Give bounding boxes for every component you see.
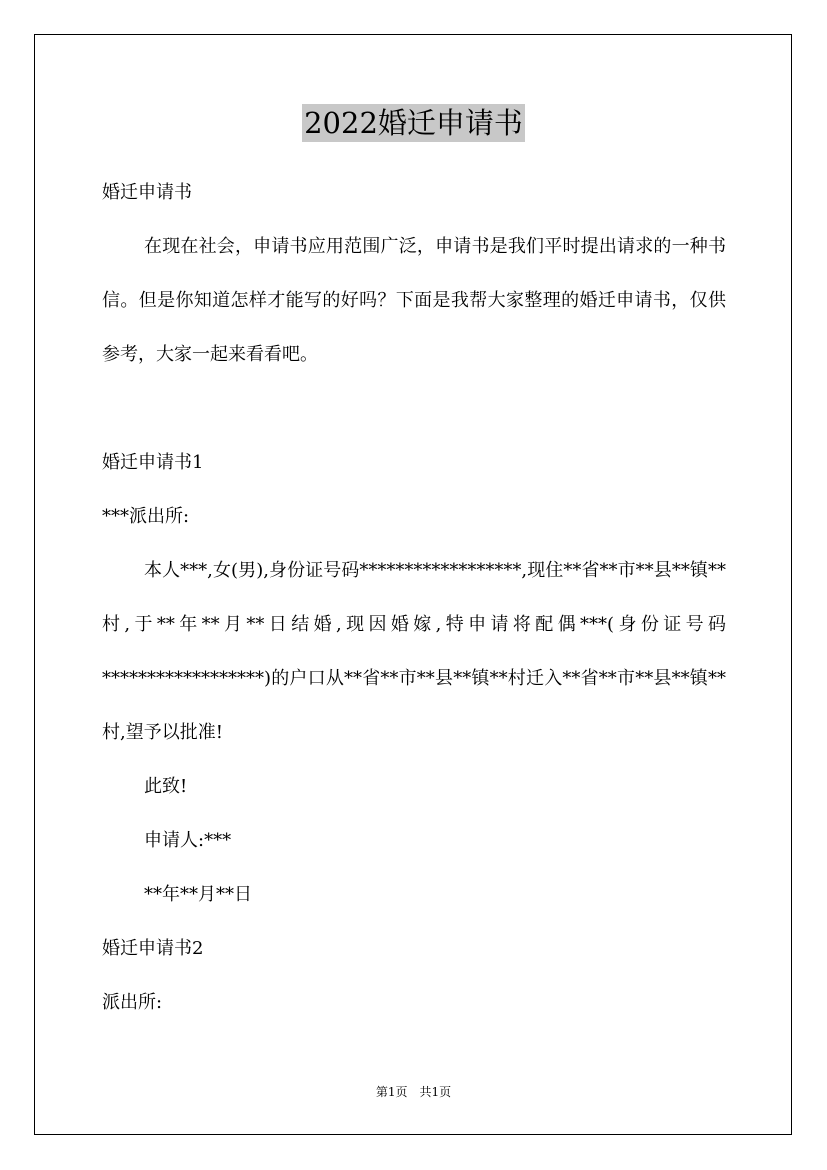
addressee-2: 派出所: [102, 992, 163, 1013]
intro-paragraph: 在现在社会，申请书应用范围广泛，申请书是我们平时提出请求的一种书信。但是你知道怎样才能写的好吗？下面是我帮大家整理的婚迁申请书，仅供参考，大家一起来看看吧。 [102, 236, 726, 365]
addressee-1: ***派出所: [102, 506, 190, 527]
heading-main: 婚迁申请书 [102, 182, 192, 203]
section-heading-2: 婚迁申请书2 [102, 938, 204, 959]
application-date: **年**月**日 [144, 884, 252, 905]
document-title: 2022婚迁申请书 [304, 106, 523, 140]
applicant-signature: 申请人:*** [144, 830, 232, 851]
closing-salutation: 此致! [144, 776, 188, 797]
section-heading-1: 婚迁申请书1 [102, 452, 204, 473]
title-container [0, 104, 827, 142]
document-body [102, 166, 726, 1030]
page-footer: 第1页 共1页 [375, 1085, 452, 1099]
application-body-1: 本人***,女(男),身份证号码******************,现住**省**市**县**镇**村,于**年**月**日结婚,现因婚嫁,特申请将配偶***(身份证号码******************)的户口从**省**市**县**镇**村迁入**省**市**县**镇**村,望予以批准! [102, 560, 726, 743]
blank-line [102, 382, 726, 436]
